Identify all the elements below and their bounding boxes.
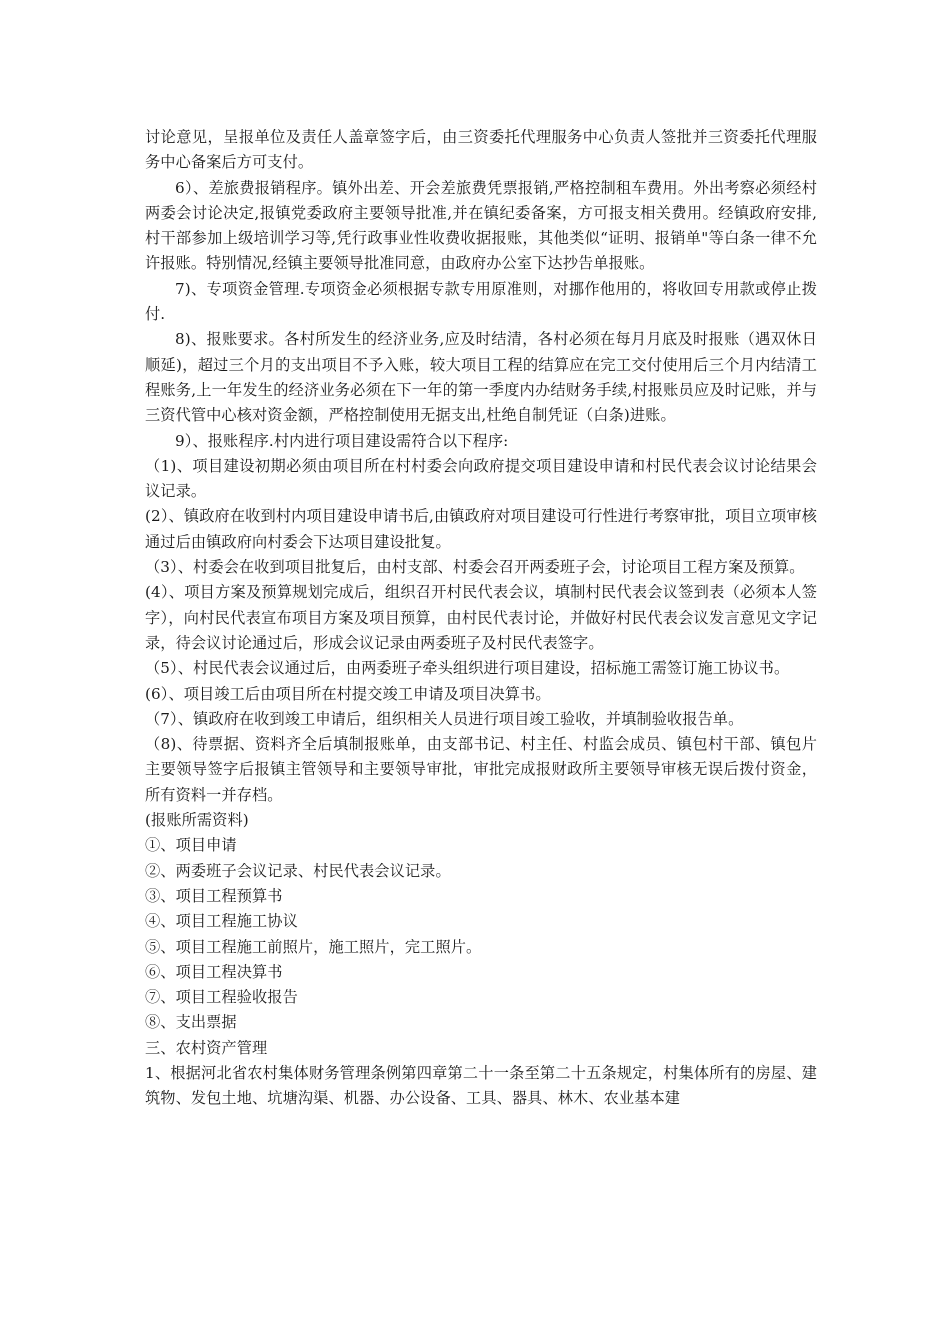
paragraph-10: (6）、项目竣工后由项目所在村提交竣工申请及项目决算书。 xyxy=(145,684,551,703)
list-item: ⑧、支出票据 xyxy=(145,1013,237,1032)
list-item: ⑥、项目工程决算书 xyxy=(145,962,283,981)
paragraph-5: （1)、项目建设初期必须由项目所在村村委会向政府提交项目建设申请和村民代表会议讨论结果会议记录。 xyxy=(145,456,817,501)
paragraph-3: 8)、报账要求。各村所发生的经济业务,应及时结清，各村必须在每月月底及时报账（遇双休日顺延)，超过三个月的支出项目不予入账，较大项目工程的结算应在完工交付使用后三个月内结清工程账务,上一年发生的经济业务必须在下一年的第一季度内办结财务手续,村报账员应及时记账，并与三资代管中心核对资金额，严格控制使用无据支出,杜绝自制凭证（白条)进账。 xyxy=(145,330,817,425)
paragraph-2: 7)、专项资金管理.专项资金必须根据专款专用原准则，对挪作他用的，将收回专用款或停止拨付. xyxy=(145,279,817,324)
section-heading: 三、农村资产管理 xyxy=(145,1038,268,1057)
paragraph-9: （5）、村民代表会议通过后，由两委班子牵头组织进行项目建设，招标施工需签订施工协议书。 xyxy=(145,659,790,678)
paragraph-0: 讨论意见，呈报单位及责任人盖章签字后，由三资委托代理服务中心负责人签批并三资委托代理服务中心备案后方可支付。 xyxy=(145,128,817,172)
list-item: ④、项目工程施工协议 xyxy=(145,912,298,931)
paragraph-11: （7）、镇政府在收到竣工申请后，组织相关人员进行项目竣工验收，并填制验收报告单。 xyxy=(145,709,744,728)
paragraph-1: 6）、差旅费报销程序。镇外出差、开会差旅费凭票报销,严格控制租车费用。外出考察必须经村两委会讨论决定,报镇党委政府主要领导批准,并在镇纪委备案，方可报支相关费用。经镇政府安排,村干部参加上级培训学习等,凭行政事业性收费收据报账，其他类似“证明、报销单"等白条一律不允许报账。特别情况,经镇主要领导批准同意，由政府办公室下达抄告单报账。 xyxy=(145,178,817,273)
list-heading: (报账所需资料) xyxy=(145,811,249,830)
paragraph-4: 9）、报账程序.村内进行项目建设需符合以下程序: xyxy=(175,431,509,450)
list-item: ⑤、项目工程施工前照片，施工照片，完工照片。 xyxy=(145,937,482,956)
paragraph-23: 1、根据河北省农村集体财务管理条例第四章第二十一条至第二十五条规定，村集体所有的房屋、建筑物、发包土地、坑塘沟渠、机器、办公设备、工具、器具、林木、农业基本建 xyxy=(145,1063,817,1108)
list-item: ①、项目申请 xyxy=(145,836,237,855)
list-item: ③、项目工程预算书 xyxy=(145,886,283,905)
list-item: ②、两委班子会议记录、村民代表会议记录。 xyxy=(145,861,451,880)
paragraph-6: (2）、镇政府在收到村内项目建设申请书后,由镇政府对项目建设可行性进行考察审批，项目立项审核通过后由镇政府向村委会下达项目建设批复。 xyxy=(145,507,817,551)
list-item: ⑦、项目工程验收报告 xyxy=(145,988,298,1007)
paragraph-7: （3）、村委会在收到项目批复后，由村支部、村委会召开两委班子会，讨论项目工程方案及预算。 xyxy=(145,558,805,577)
paragraph-8: (4）、项目方案及预算规划完成后，组织召开村民代表会议，填制村民代表会议签到表（必须本人签字），向村民代表宣布项目方案及项目预算，由村民代表讨论，并做好村民代表会议发言意见文字记录，待会议讨论通过后，形成会议记录由两委班子及村民代表签字。 xyxy=(145,583,817,652)
document-body xyxy=(145,125,817,1112)
paragraph-12: （8)、待票据、资料齐全后填制报账单，由支部书记、村主任、村监会成员、镇包村干部、镇包片主要领导签字后报镇主管领导和主要领导审批，审批完成报财政所主要领导审核无误后拨付资金，所有资料一并存档。 xyxy=(145,735,817,804)
